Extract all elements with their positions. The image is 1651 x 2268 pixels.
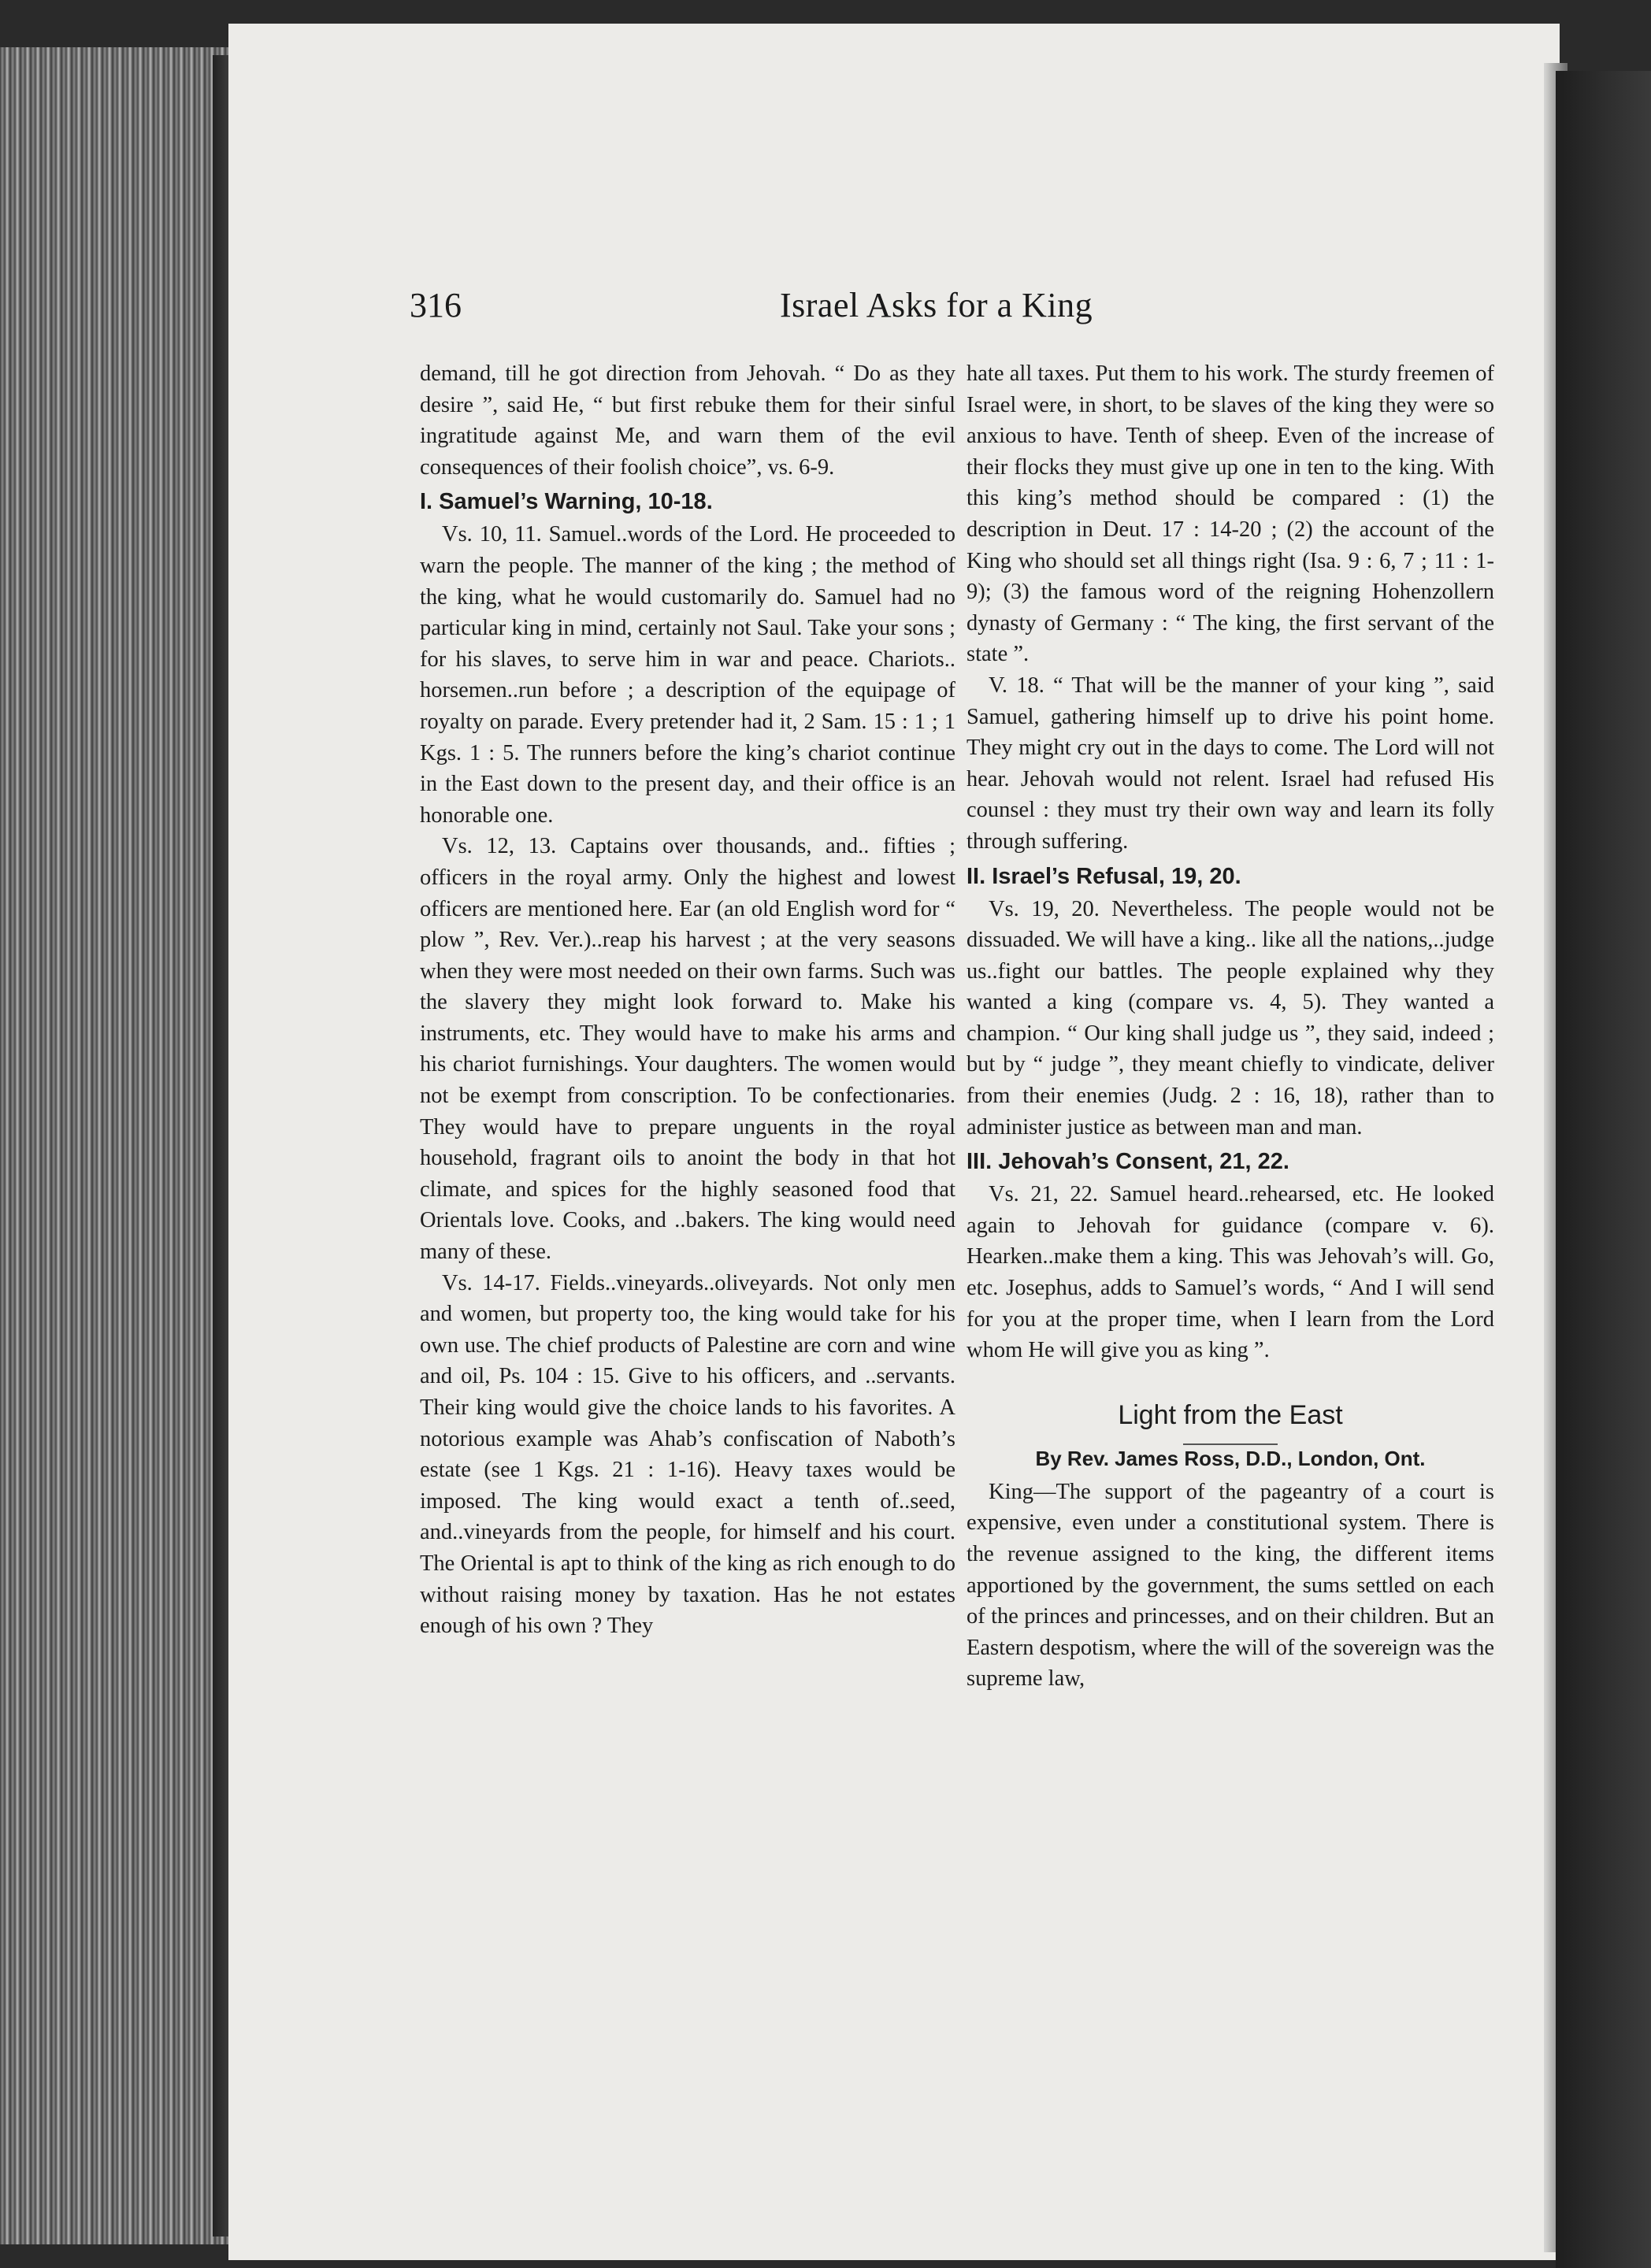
left-paragraph-1: demand, till he got direction from Jehovah. “ Do as they desire ”, said He, “ but first rebuke them for their sinful ingratitude against Me, and warn them of the evil consequences of their foolish choice”, vs. 6-9. — [420, 361, 955, 480]
light-from-the-east-title: Light from the East — [1118, 1399, 1343, 1430]
section-heading-israels-refusal: II. Israel’s Refusal, 19, 20. — [966, 863, 1241, 889]
right-paragraph-1: hate all taxes. Put them to his work. The sturdy freemen of Israel were, in short, to be slaves of the king they were so anxious to have. Tenth of sheep. Even of the increase of their flocks they must give up one in ten to the king. With this king’s method should be compared : (1) the description in Deut. 17 : 14-20 ; (2) the account of the King who should set all things right (Isa. 9 : 6, 7 ; 11 : 1-9); (3) the famous word of the reigning Hohenzollern dynasty of Germany : “ The king, the first servant of the state ”. — [966, 361, 1494, 667]
left-paragraph-2: Vs. 10, 11. Samuel..words of the Lord. He proceeded to warn the people. The manner of the king ; the method of the king, what he would customarily do. Samuel had no particular king in mind, certainly not Saul. Take your sons ; for his slaves, to serve him in war and peace. Chariots.. horsemen..run before ; a description of the equipage of royalty on parade. Every pretender had it, 2 Sam. 15 : 1 ; 1 Kgs. 1 : 5. The runners before the king’s chariot continue in the East down to the present day, and their office is an honorable one. — [420, 522, 955, 828]
right-paragraph-5: King—The support of the pageantry of a court is expensive, even under a constitutional system. There is the revenue assigned to the king, the different items apportioned by the government, the sums settled on each of the princes and princesses, and on their children. But an Eastern despotism, where the will of the sovereign was the supreme law, — [966, 1479, 1494, 1692]
right-paragraph-3: Vs. 19, 20. Nevertheless. The people would not be dissuaded. We will have a king.. like all the nations,..judge us..fight our battles. The people explained why they wanted a king (compare vs. 4, 5). They wanted a champion. “ Our king shall judge us ”, they said, indeed ; but by “ judge ”, they meant chiefly to vindicate, deliver from their enemies (Judg. 2 : 16, 18), rather than to administer justice as between man and man. — [966, 896, 1494, 1140]
section-heading-samuels-warning: I. Samuel’s Warning, 10-18. — [420, 489, 713, 515]
left-column — [420, 358, 955, 1642]
page-number: 316 — [410, 286, 462, 324]
left-paragraph-4: Vs. 14-17. Fields..vineyards..oliveyards. Not only men and women, but property too, the king would take for his own use. The chief products of Palestine are corn and wine and oil, Ps. 104 : 15. Give to his officers, and ..servants. Their king would give the choice lands to his favorites. A notorious example was Ahab’s confiscation of Naboth’s estate (see 1 Kgs. 21 : 1-16). Heavy taxes would be imposed. The king would exact a tenth of..seed, and..vineyards from the people, for himself and his court. The Oriental is apt to think of the king as rich enough to do without raising money by taxation. Has he not estates enough of his own ? They — [420, 1270, 955, 1639]
book-page-edges — [0, 47, 228, 2244]
right-paragraph-4: Vs. 21, 22. Samuel heard..rehearsed, etc. He looked again to Jehovah for guidance (compare v. 6). Hearken..make them a king. This was Jehovah’s will. Go, etc. Josephus, adds to Samuel’s words, “ And I will send for you at the proper time, when I learn from the Lord whom He will give you as king ”. — [966, 1182, 1494, 1363]
right-column — [966, 358, 1494, 1695]
author-byline: By Rev. James Ross, D.D., London, Ont. — [1035, 1446, 1426, 1470]
left-paragraph-3: Vs. 12, 13. Captains over thousands, and.. fifties ; officers in the royal army. Only the highest and lowest officers are mentioned here. Ear (an old English word for “ plow ”, Rev. Ver.)..reap his harvest ; at the very seasons when they were most needed on their own farms. Such was the slavery they might look forward to. Make his instruments, etc. They would have to make his arms and his chariot furnishings. Your daughters. The women would not be exempt from conscription. To be confectionaries. They would have to prepare unguents in the royal household, fragrant oils to anoint the body in that hot climate, and spices for the highly seasoned food that Orientals love. Cooks, and ..bakers. The king would need many of these. — [420, 834, 955, 1265]
background-dark — [1556, 71, 1651, 2268]
running-head: Israel Asks for a King — [780, 286, 1093, 324]
right-paragraph-2: V. 18. “ That will be the manner of your king ”, said Samuel, gathering himself up to drive his point home. They might cry out in the days to come. The Lord will not hear. Jehovah would not relent. Israel had refused His counsel : they must try their own way and learn its folly through suffering. — [966, 673, 1494, 854]
section-heading-jehovahs-consent: III. Jehovah’s Consent, 21, 22. — [966, 1149, 1289, 1175]
page-header — [410, 285, 1536, 340]
